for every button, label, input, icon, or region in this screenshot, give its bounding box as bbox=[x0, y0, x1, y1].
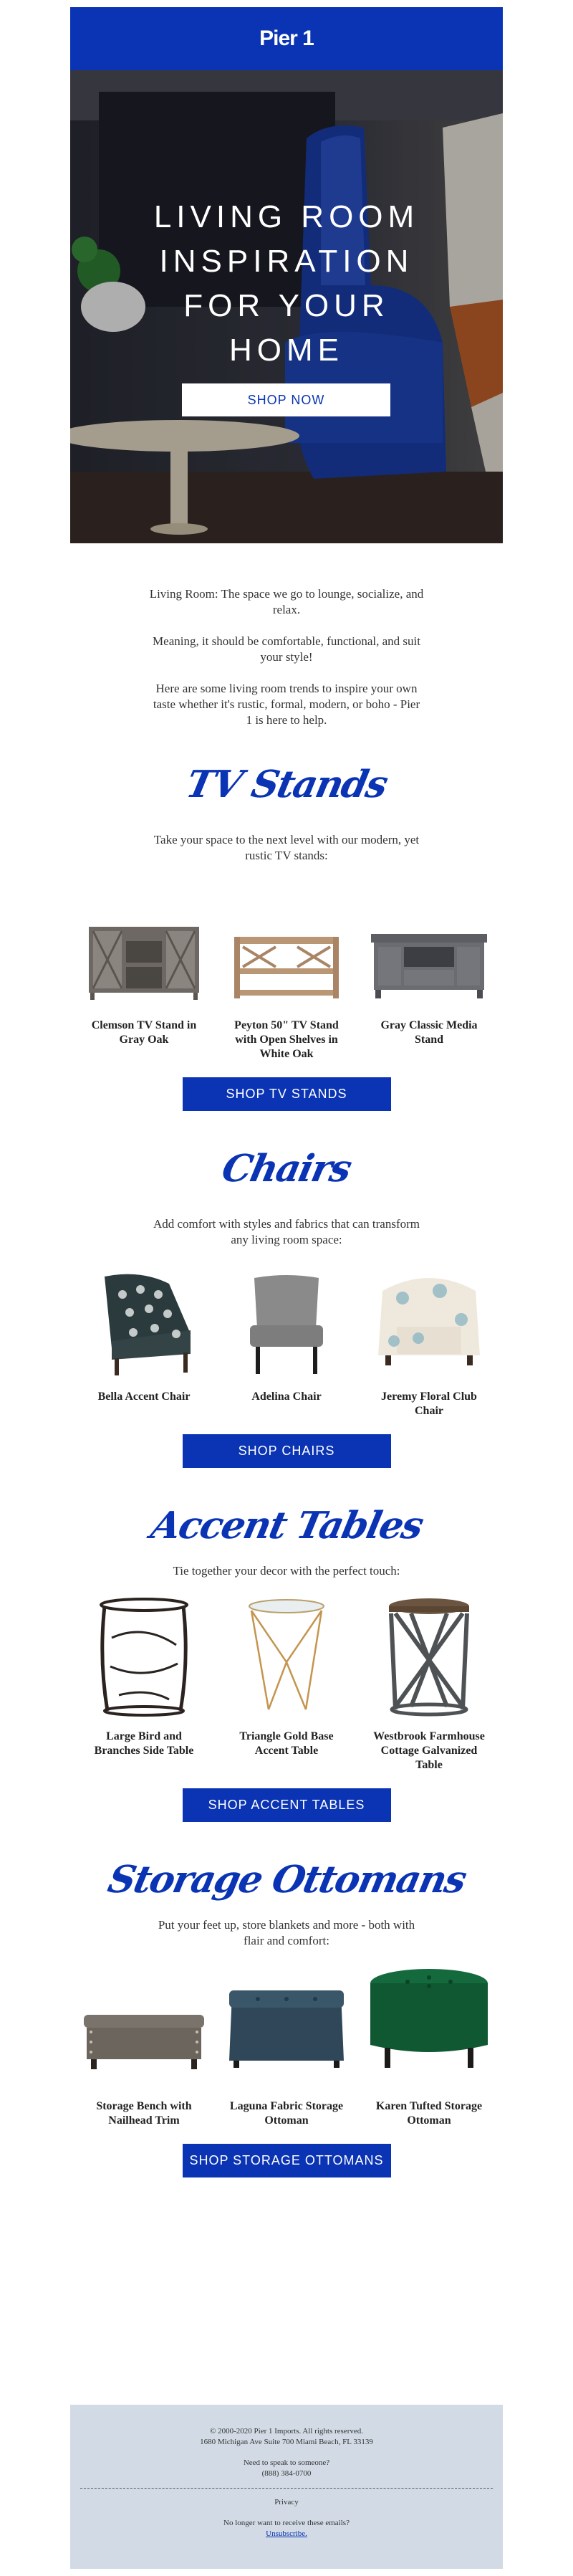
product-name[interactable]: Clemson TV Stand in Gray Oak bbox=[91, 1019, 197, 1046]
floral-club-chair-image bbox=[368, 1269, 490, 1377]
section-chairs bbox=[70, 1147, 503, 1468]
product-row-tv-stands bbox=[70, 912, 503, 1062]
product-name[interactable]: Storage Bench with Nailhead Trim bbox=[96, 2100, 192, 2127]
product-row-accent-tables bbox=[70, 1595, 503, 1773]
header-bar bbox=[70, 7, 503, 70]
product-name[interactable]: Triangle Gold Base Accent Table bbox=[239, 1730, 334, 1757]
product-name[interactable]: Large Bird and Branches Side Table bbox=[94, 1730, 194, 1757]
laguna-ottoman-image bbox=[222, 1965, 351, 2086]
product-card[interactable] bbox=[361, 1595, 497, 1773]
galvanized-table-image bbox=[368, 1595, 490, 1717]
product-name[interactable]: Laguna Fabric Storage Ottoman bbox=[229, 2100, 344, 2127]
product-card[interactable] bbox=[361, 1269, 497, 1418]
section-title-storage-ottomans: Storage Ottomans bbox=[104, 1858, 469, 1902]
hero-headline: LIVING ROOM INSPIRATION FOR YOUR HOME bbox=[153, 199, 420, 368]
section-desc-chairs: Add comfort with styles and fabrics that can transform any living room space: bbox=[153, 1217, 420, 1246]
product-card[interactable] bbox=[76, 1595, 212, 1773]
product-card[interactable] bbox=[218, 1965, 355, 2128]
storage-bench-image bbox=[80, 1965, 208, 2086]
section-desc-tv-stands: Take your space to the next level with our modern, yet rustic TV stands: bbox=[153, 833, 420, 862]
footer-divider bbox=[80, 2488, 493, 2489]
product-name[interactable]: Jeremy Floral Club Chair bbox=[381, 1390, 477, 1417]
email-container bbox=[70, 7, 503, 2177]
footer bbox=[70, 2405, 503, 2569]
shop-chairs-button[interactable]: SHOP CHAIRS bbox=[183, 1434, 391, 1468]
product-card[interactable] bbox=[76, 1269, 212, 1418]
hero-banner[interactable] bbox=[70, 70, 503, 543]
intro-copy bbox=[70, 586, 503, 728]
product-card[interactable] bbox=[218, 1269, 355, 1418]
product-name[interactable]: Adelina Chair bbox=[251, 1390, 322, 1403]
copyright-text: © 2000-2020 Pier 1 Imports. All rights reserved. bbox=[210, 2427, 363, 2436]
product-card[interactable] bbox=[361, 1965, 497, 2128]
bird-branch-table-image bbox=[83, 1595, 205, 1717]
section-storage-ottomans bbox=[70, 1858, 503, 2177]
unsubscribe-prompt: No longer want to receive these emails? bbox=[223, 2519, 350, 2527]
contact-prompt: Need to speak to someone? bbox=[243, 2458, 330, 2467]
product-name[interactable]: Westbrook Farmhouse Cottage Galvanized Table bbox=[373, 1730, 485, 1771]
product-card[interactable] bbox=[218, 1595, 355, 1773]
section-accent-tables bbox=[70, 1504, 503, 1822]
unsubscribe-link[interactable]: Unsubscribe. bbox=[266, 2529, 307, 2538]
product-card[interactable] bbox=[76, 912, 212, 1062]
intro-paragraph-1: Living Room: The space we go to lounge, socialize, and relax. bbox=[149, 587, 424, 616]
product-name[interactable]: Peyton 50" TV Stand with Open Shelves in White Oak bbox=[234, 1019, 339, 1060]
shop-now-button[interactable]: SHOP NOW bbox=[182, 383, 390, 416]
accent-chair-image bbox=[83, 1269, 205, 1377]
shop-tv-stands-button[interactable]: SHOP TV STANDS bbox=[183, 1077, 391, 1111]
intro-paragraph-3: Here are some living room trends to inspire your own taste whether it's rustic, formal, modern, or boho - Pier 1 is here to help. bbox=[153, 682, 420, 727]
gold-triangle-table-image bbox=[226, 1595, 347, 1717]
gray-chair-image bbox=[226, 1269, 347, 1377]
shop-accent-tables-button[interactable]: SHOP ACCENT TABLES bbox=[183, 1788, 391, 1822]
phone-number[interactable]: (888) 384-0700 bbox=[261, 2469, 312, 2478]
product-name[interactable]: Gray Classic Media Stand bbox=[380, 1019, 478, 1046]
section-title-tv-stands: TV Stands bbox=[182, 763, 391, 806]
karen-tufted-ottoman-image bbox=[365, 1965, 493, 2086]
product-name[interactable]: Karen Tufted Storage Ottoman bbox=[375, 2100, 483, 2127]
product-row-chairs bbox=[70, 1269, 503, 1418]
intro-paragraph-2: Meaning, it should be comfortable, functional, and suit your style! bbox=[153, 634, 420, 664]
section-tv-stands bbox=[70, 763, 503, 1111]
section-desc-accent-tables: Tie together your decor with the perfect touch: bbox=[173, 1564, 400, 1578]
product-card[interactable] bbox=[218, 912, 355, 1062]
shop-storage-ottomans-button[interactable]: SHOP STORAGE OTTOMANS bbox=[183, 2144, 391, 2177]
tv-stand-image bbox=[368, 912, 490, 1006]
product-card[interactable] bbox=[76, 1965, 212, 2128]
pier1-logo[interactable]: Pier 1 bbox=[259, 27, 314, 50]
tv-stand-image bbox=[83, 912, 205, 1006]
product-card[interactable] bbox=[361, 912, 497, 1062]
product-row-storage-ottomans bbox=[70, 1965, 503, 2128]
address-text: 1680 Michigan Ave Suite 700 Miami Beach, FL 33139 bbox=[200, 2438, 373, 2446]
section-title-accent-tables: Accent Tables bbox=[147, 1504, 426, 1547]
section-title-chairs: Chairs bbox=[218, 1147, 355, 1191]
tv-stand-image bbox=[226, 912, 347, 1006]
section-desc-storage-ottomans: Put your feet up, store blankets and more - both with flair and comfort: bbox=[158, 1918, 415, 1947]
privacy-link[interactable]: Privacy bbox=[274, 2498, 299, 2506]
product-name[interactable]: Bella Accent Chair bbox=[97, 1390, 191, 1403]
